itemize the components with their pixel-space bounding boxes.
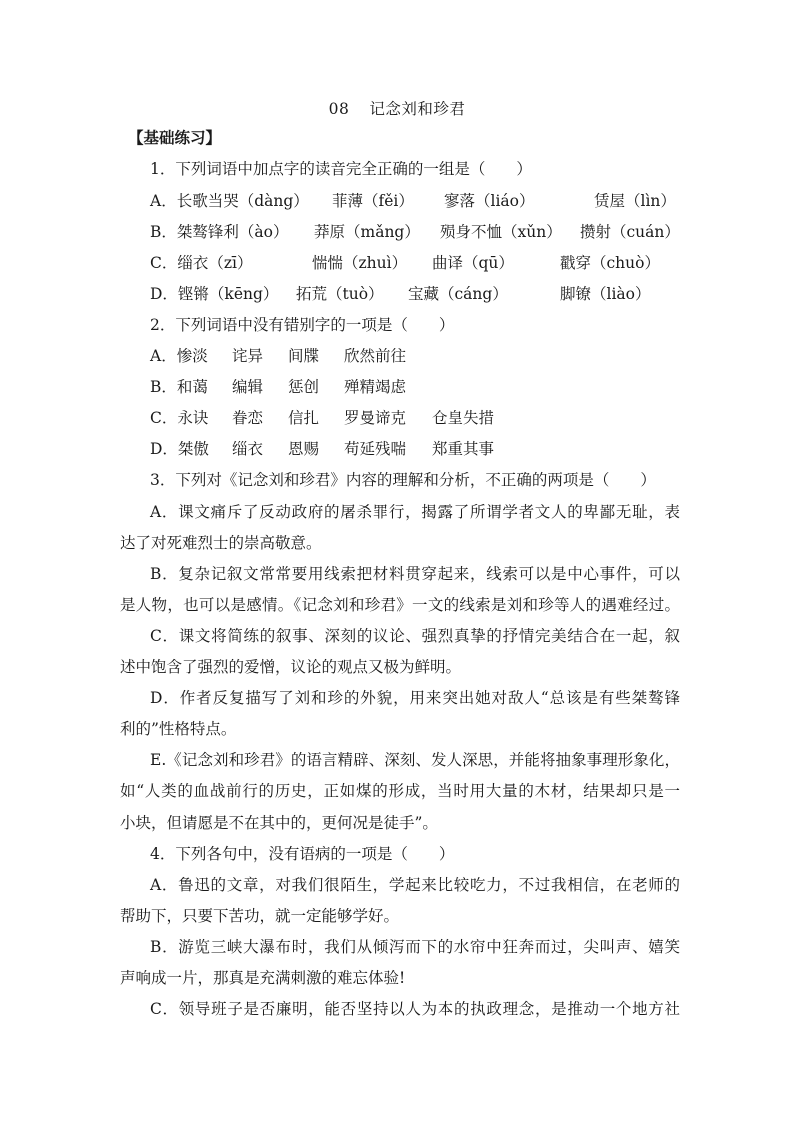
- title-text: 记念刘和珍君: [369, 100, 466, 118]
- q4-stem: 4．下列各句中，没有语病的一项是（ ）: [150, 845, 455, 863]
- q2-c-4: 罗曼谛克: [344, 409, 407, 427]
- section-heading: 【基础练习】: [128, 128, 222, 147]
- q2-d-1: D．桀傲: [150, 440, 209, 458]
- q1-c-1: C．缁衣（zī）: [150, 254, 253, 272]
- q2-b-4: 殚精竭虑: [344, 378, 407, 396]
- q2-a-4: 欣然前往: [344, 347, 407, 365]
- q1-d-3: 宝藏（cáng）: [408, 285, 508, 303]
- q1-b-1: B．桀骜锋利（ào）: [150, 223, 289, 241]
- q4-option-c-line1: C．领导班子是否廉明，能否坚持以人为本的执政理念，是推动一个地方社: [150, 1000, 680, 1018]
- q1-d-2: 拓荒（tuò）: [296, 285, 384, 303]
- q1-c-4: 戳穿（chuò）: [560, 254, 660, 272]
- q3-option-d-line1: D．作者反复描写了刘和珍的外貌，用来突出她对敌人“总该是有些桀骜锋: [150, 689, 680, 707]
- q4-option-a-line2: 帮助下，只要下苦功，就一定能够学好。: [120, 907, 400, 925]
- q2-a-1: A．惨淡: [150, 347, 208, 365]
- q1-a-1: A．长歌当哭（dàng）: [150, 192, 309, 210]
- q2-stem: 2．下列词语中没有错别字的一项是（ ）: [150, 316, 455, 334]
- q3-option-a-line1: A．课文痛斥了反动政府的屠杀罪行，揭露了所谓学者文人的卑鄙无耻，表: [150, 503, 680, 521]
- q2-a-2: 诧异: [232, 347, 264, 365]
- q1-a-3: 寥落（liáo）: [444, 192, 535, 210]
- q1-b-4: 攒射（cuán）: [580, 223, 680, 241]
- q2-c-5: 仓皇失措: [432, 409, 495, 427]
- q3-option-b-line2: 是人物，也可以是感情。《记念刘和珍君》一文的线索是刘和珍等人的遇难经过。: [120, 596, 680, 614]
- q3-option-b-line1: B．复杂记叙文常常要用线索把材料贯穿起来，线索可以是中心事件，可以: [150, 565, 680, 583]
- q2-c-1: C．永诀: [150, 409, 209, 427]
- q2-b-1: B．和蔼: [150, 378, 208, 396]
- q3-option-e-line3: 小块，但请愿是不在其中的，更何况是徒手”。: [120, 814, 438, 832]
- q4-option-b-line1: B．游览三峡大瀑布时，我们从倾泻而下的水帘中狂奔而过，尖叫声、嬉笑: [150, 938, 680, 956]
- q1-b-2: 莽原（mǎng）: [314, 223, 420, 241]
- q3-option-e-line1: E.《记念刘和珍君》的语言精辟、深刻、发人深思，并能将抽象事理形象化，: [150, 751, 680, 769]
- q3-option-d-line2: 利的”性格特点。: [120, 720, 237, 738]
- title-number: 08: [328, 100, 350, 118]
- q1-d-1: D．铿锵（kēng）: [150, 285, 279, 303]
- q4-option-a-line1: A．鲁迅的文章，对我们很陌生，学起来比较吃力，不过我相信，在老师的: [150, 876, 680, 894]
- q1-c-2: 惴惴（zhuì）: [312, 254, 408, 272]
- q1-c-3: 曲译（qū）: [432, 254, 514, 272]
- q1-a-2: 菲薄（fěi）: [332, 192, 414, 210]
- q3-option-e-line2: 如“人类的血战前行的历史，正如煤的形成，当时用大量的木材，结果却只是一: [120, 782, 680, 800]
- q2-d-3: 恩赐: [288, 440, 320, 458]
- document-title: [0, 97, 794, 119]
- q3-stem: 3．下列对《记念刘和珍君》内容的理解和分析，不正确的两项是（ ）: [150, 471, 656, 489]
- q2-c-3: 信扎: [288, 409, 320, 427]
- q1-b-3: 殒身不恤（xǔn）: [440, 223, 562, 241]
- q2-d-2: 缁衣: [232, 440, 264, 458]
- q3-option-a-line2: 达了对死难烈士的崇高敬意。: [120, 534, 322, 552]
- q2-b-3: 惩创: [288, 378, 320, 396]
- q2-c-2: 眷恋: [232, 409, 264, 427]
- q3-option-c-line2: 述中饱含了强烈的爱憎，议论的观点又极为鲜明。: [120, 658, 462, 676]
- q4-option-b-line2: 声响成一片，那真是充满刺激的难忘体验!: [120, 969, 406, 987]
- q1-stem: 1．下列词语中加点字的读音完全正确的一组是（ ）: [150, 160, 532, 178]
- q3-option-c-line1: C．课文将简练的叙事、深刻的议论、强烈真挚的抒情完美结合在一起，叙: [150, 627, 680, 645]
- q2-d-5: 郑重其事: [432, 440, 495, 458]
- q2-d-4: 苟延残喘: [344, 440, 407, 458]
- q2-a-3: 间牒: [288, 347, 320, 365]
- q1-a-4: 赁屋（lìn）: [594, 192, 676, 210]
- q2-b-2: 编辑: [232, 378, 264, 396]
- q1-d-4: 脚镣（liào）: [560, 285, 651, 303]
